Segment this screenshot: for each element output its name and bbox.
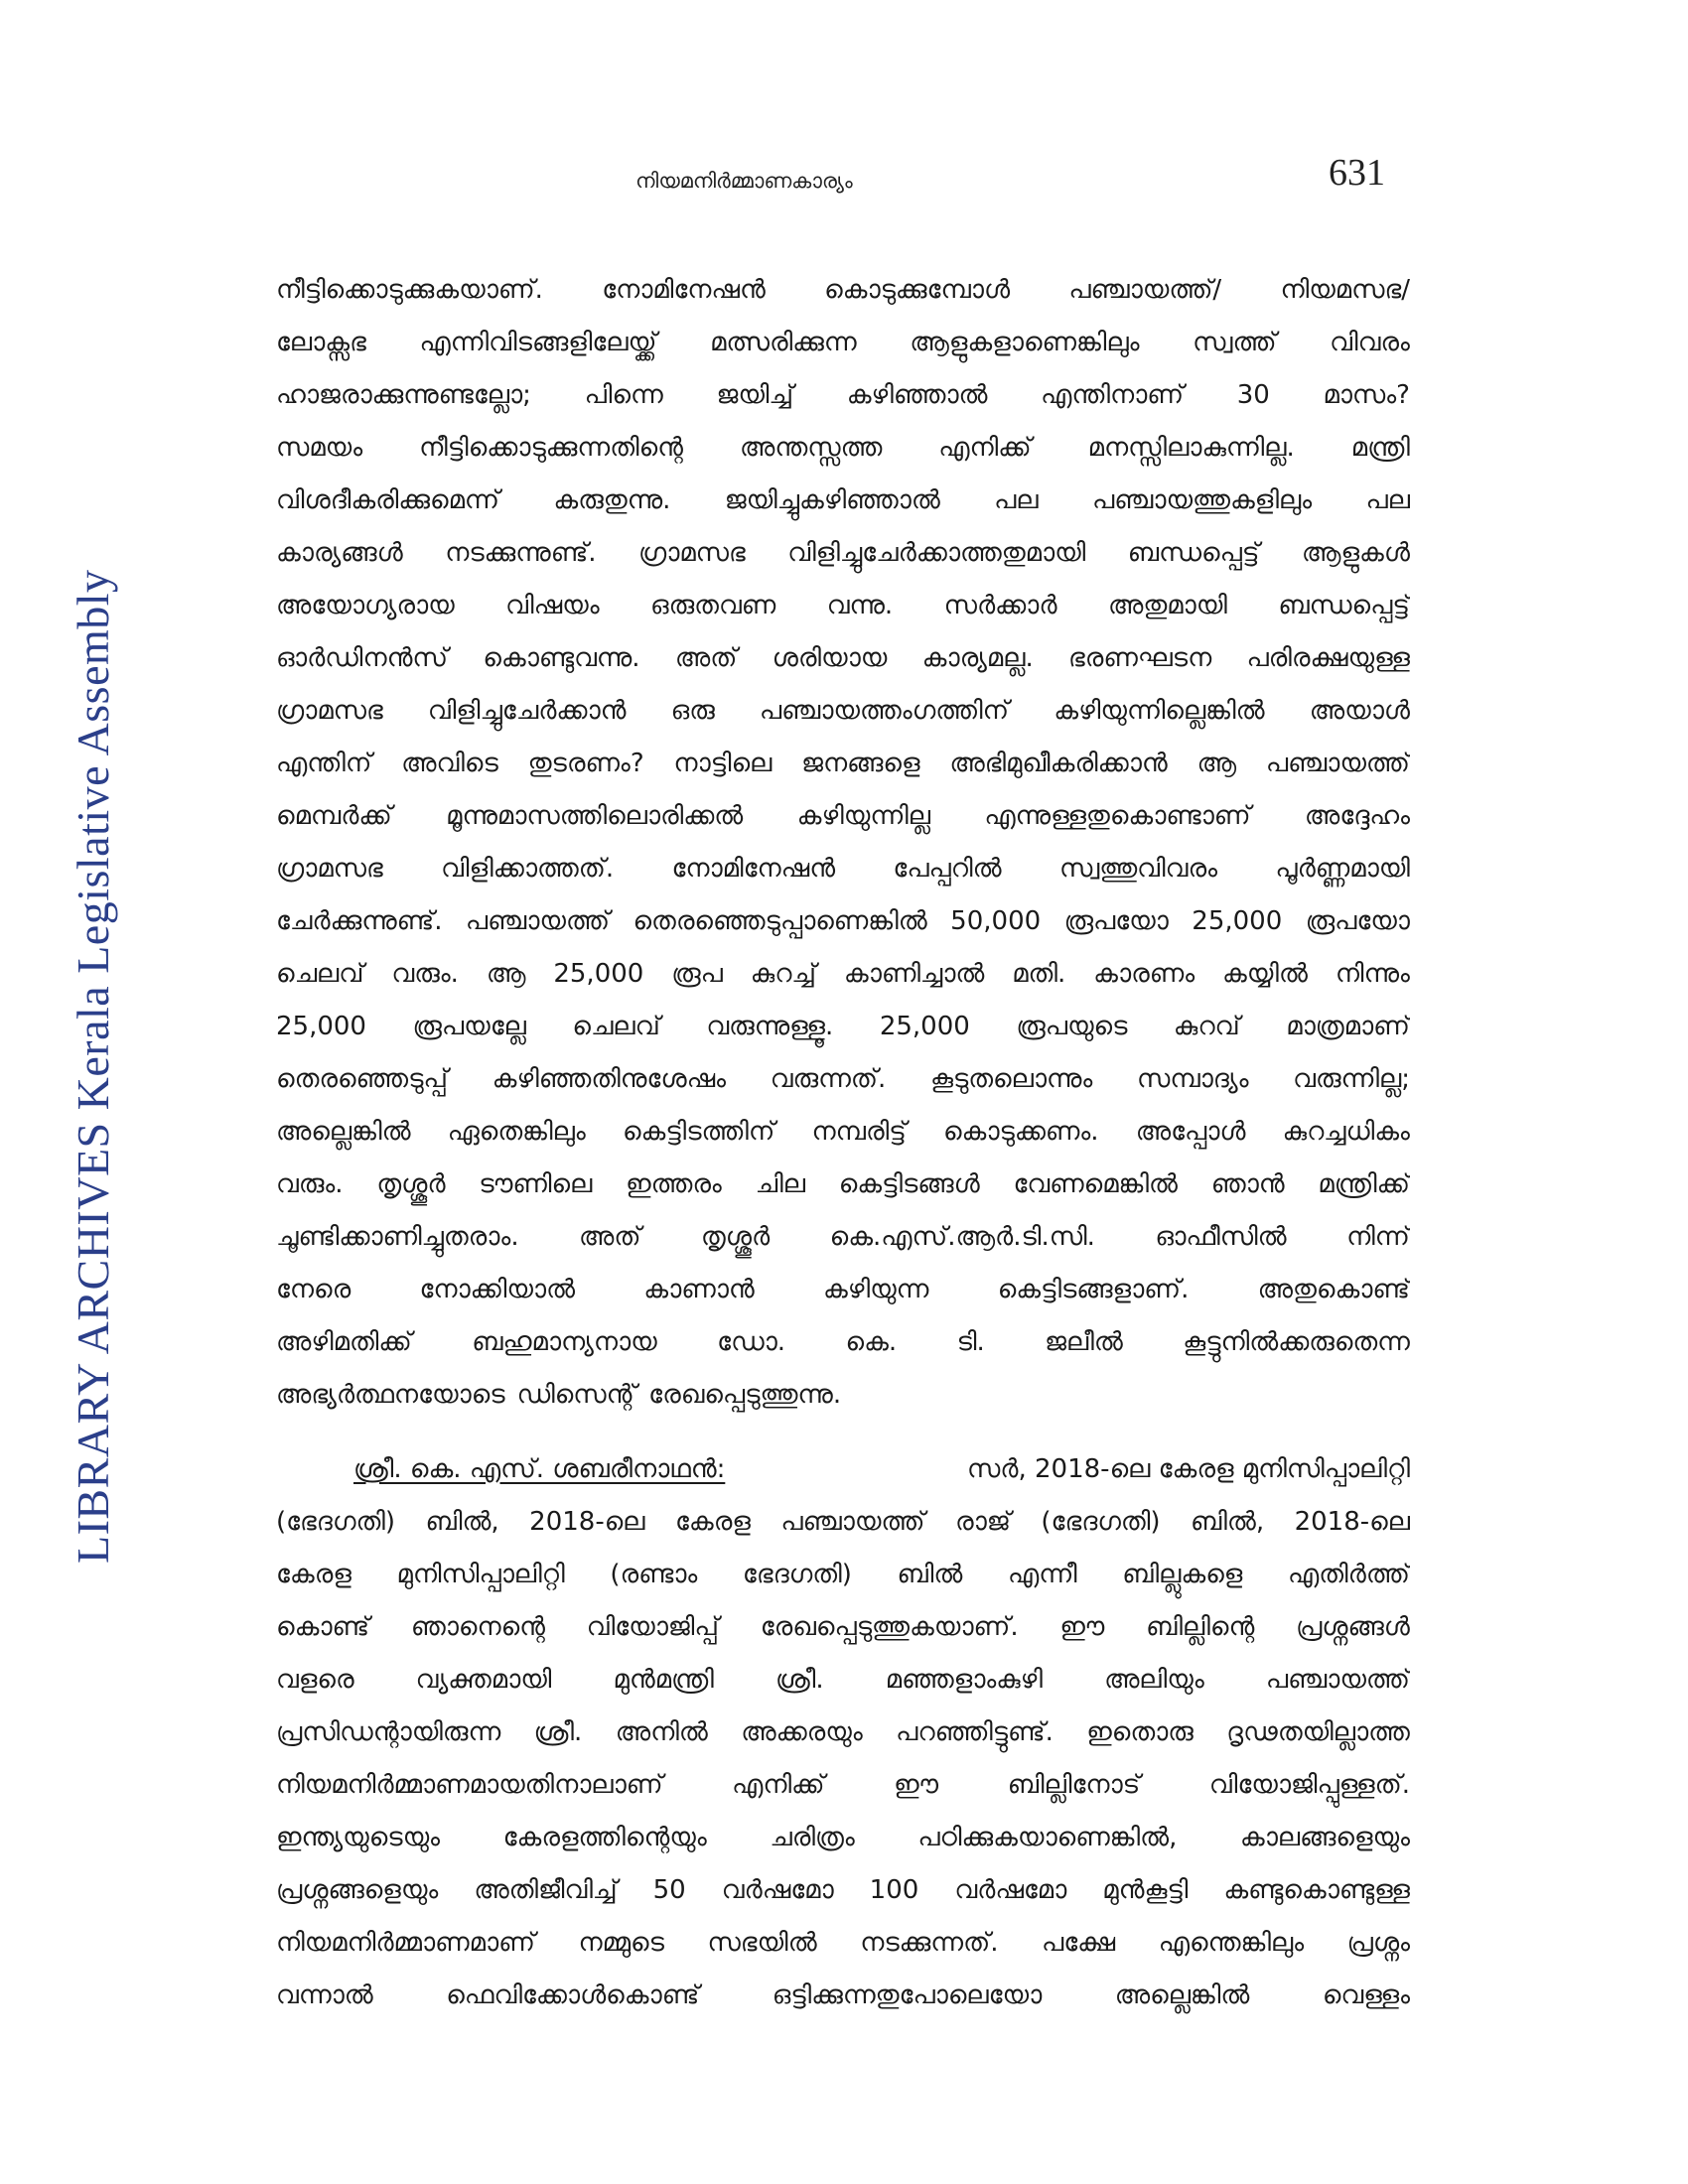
- text-line: നേരെ നോക്കിയാൽ കാണാൻ കഴിയുന്ന കെട്ടിടങ്ങളാണ്. അതുകൊണ്ട്: [276, 1275, 1410, 1304]
- text-line: അയോഗ്യരായ വിഷയം ഒരുതവണ വന്നു. സർക്കാർ അതുമായി ബന്ധപ്പെട്ട്: [276, 591, 1410, 620]
- text-line: വന്നാൽ ഫെവിക്കോൾകൊണ്ട് ഒട്ടിക്കുന്നതുപോലെയോ അല്ലെങ്കിൽ വെള്ളം: [276, 1980, 1410, 2010]
- text-line: ചെലവ് വരും. ആ 25,000 രൂപ കുറച്ച് കാണിച്ചാൽ മതി. കാരണം കയ്യിൽ നിന്നും: [276, 959, 1410, 989]
- text-line: ഗ്രാമസഭ വിളിക്കാത്തത്. നോമിനേഷൻ പേപ്പറിൽ സ്വത്തുവിവരം പൂർണ്ണമായി: [276, 854, 1410, 884]
- paragraph-1: [276, 264, 1410, 1422]
- text-line: സമയം നീട്ടിക്കൊടുക്കുന്നതിന്റെ അന്തസ്സത്ത എനിക്ക് മനസ്സിലാകുന്നില്ല. മന്ത്രി: [276, 433, 1410, 463]
- page-number: 631: [1329, 152, 1385, 194]
- text-line: പ്രസിഡന്റായിരുന്ന ശ്രീ. അനിൽ അക്കരയും പറഞ്ഞിട്ടുണ്ട്. ഇതൊരു ദൃഢതയില്ലാത്ത: [276, 1717, 1410, 1747]
- speaker-name: ശ്രീ. കെ. എസ്. ശബരീനാഥൻ:: [353, 1454, 726, 1484]
- paragraph-2-first-line: [276, 1443, 1410, 1496]
- text-line: അഴിമതിക്ക് ബഹുമാന്യനായ ഡോ. കെ. ടി. ജലീൽ കൂട്ടുനിൽക്കരുതെന്ന: [276, 1327, 1410, 1357]
- text-line: ഓർഡിനൻസ് കൊണ്ടുവന്നു. അത് ശരിയായ കാര്യമല്ല. ഭരണഘടന പരിരക്ഷയുള്ള: [276, 643, 1410, 673]
- text-line: മെമ്പർക്ക് മൂന്നുമാസത്തിലൊരിക്കൽ കഴിയുന്നില്ല എന്നുള്ളതുകൊണ്ടാണ് അദ്ദേഹം: [276, 801, 1410, 831]
- text-line: അഭ്യർത്ഥനയോടെ ഡിസെന്റ് രേഖപ്പെടുത്തുന്നു.: [276, 1380, 842, 1410]
- text-line: നീട്ടിക്കൊടുക്കുകയാണ്. നോമിനേഷൻ കൊടുക്കുമ്പോൾ പഞ്ചായത്ത്/ നിയമസഭ/: [276, 275, 1410, 305]
- text-line: ലോക്സഭ എന്നിവിടങ്ങളിലേയ്ക്ക് മത്സരിക്കുന്ന ആളുകളാണെങ്കിലും സ്വത്ത് വിവരം: [276, 328, 1410, 357]
- running-title: നിയമനിർമ്മാണകാര്യം: [635, 169, 853, 193]
- text-line: വരും. തൃശ്ശൂർ ടൗണിലെ ഇത്തരം ചില കെട്ടിടങ്ങൾ വേണമെങ്കിൽ ഞാൻ മന്ത്രിക്ക്: [276, 1169, 1410, 1199]
- text-line: അല്ലെങ്കിൽ ഏതെങ്കിലും കെട്ടിടത്തിന് നമ്പരിട്ട് കൊടുക്കണം. അപ്പോൾ കുറച്ചധികം: [276, 1117, 1410, 1147]
- text-line: 25,000 രൂപയല്ലേ ചെലവ് വരുന്നുള്ളൂ. 25,000 രൂപയുടെ കുറവ് മാത്രമാണ്: [276, 1012, 1410, 1041]
- first-line-rest: സർ, 2018-ലെ കേരള മുനിസിപ്പാലിറ്റി: [966, 1454, 1410, 1484]
- text-line: നിയമനിർമ്മാണമാണ് നമ്മുടെ സഭയിൽ നടക്കുന്നത്. പക്ഷേ എന്തെങ്കിലും പ്രശ്നം: [276, 1928, 1410, 1958]
- text-line: നിയമനിർമ്മാണമായതിനാലാണ് എനിക്ക് ഈ ബില്ലിനോട് വിയോജിപ്പുള്ളത്.: [276, 1770, 1410, 1800]
- text-line: കാര്യങ്ങൾ നടക്കുന്നുണ്ട്. ഗ്രാമസഭ വിളിച്ചുചേർക്കാത്തതുമായി ബന്ധപ്പെട്ട് ആളുകൾ: [276, 538, 1410, 568]
- text-line: വളരെ വ്യക്തമായി മുൻമന്ത്രി ശ്രീ. മഞ്ഞളാംകുഴി അലിയും പഞ്ചായത്ത്: [276, 1665, 1410, 1695]
- text-line: വിശദീകരിക്കുമെന്ന് കരുതുന്നു. ജയിച്ചുകഴിഞ്ഞാൽ പല പഞ്ചായത്തുകളിലും പല: [276, 485, 1410, 515]
- text-line: ചേർക്കുന്നുണ്ട്. പഞ്ചായത്ത് തെരഞ്ഞെടുപ്പാണെങ്കിൽ 50,000 രൂപയോ 25,000 രൂപയോ: [276, 906, 1410, 936]
- paragraph-2: [276, 1443, 1410, 2022]
- text-line: ഹാജരാക്കുന്നുണ്ടല്ലോ; പിന്നെ ജയിച്ച് കഴിഞ്ഞാൽ എന്തിനാണ് 30 മാസം?: [276, 380, 1410, 410]
- text-line: ഇന്ത്യയുടെയും കേരളത്തിന്റെയും ചരിത്രം പഠിക്കുകയാണെങ്കിൽ, കാലങ്ങളെയും: [276, 1823, 1410, 1852]
- text-line: (ഭേദഗതി) ബിൽ, 2018-ലെ കേരള പഞ്ചായത്ത് രാജ് (ഭേദഗതി) ബിൽ, 2018-ലെ: [276, 1507, 1410, 1537]
- text-line: ചൂണ്ടിക്കാണിച്ചുതരാം. അത് തൃശ്ശൂർ കെ.എസ്.ആർ.ടി.സി. ഓഫീസിൽ നിന്ന്: [276, 1222, 1410, 1252]
- archive-watermark: LIBRARY ARCHIVES Kerala Legislative Assembly: [68, 569, 118, 1564]
- text-line: കൊണ്ട് ഞാനെന്റെ വിയോജിപ്പ് രേഖപ്പെടുത്തുകയാണ്. ഈ ബില്ലിന്റെ പ്രശ്നങ്ങൾ: [276, 1612, 1410, 1642]
- body-text: [276, 264, 1410, 2022]
- text-line: ഗ്രാമസഭ വിളിച്ചുചേർക്കാൻ ഒരു പഞ്ചായത്തംഗത്തിന് കഴിയുന്നില്ലെങ്കിൽ അയാൾ: [276, 696, 1410, 726]
- text-line: കേരള മുനിസിപ്പാലിറ്റി (രണ്ടാം ഭേദഗതി) ബിൽ എന്നീ ബില്ലുകളെ എതിർത്ത്: [276, 1560, 1410, 1589]
- text-line: എന്തിന് അവിടെ തുടരണം? നാട്ടിലെ ജനങ്ങളെ അഭിമുഖീകരിക്കാൻ ആ പഞ്ചായത്ത്: [276, 749, 1410, 778]
- text-line: പ്രശ്നങ്ങളെയും അതിജീവിച്ച് 50 വർഷമോ 100 വർഷമോ മുൻകൂട്ടി കണ്ടുകൊണ്ടുള്ള: [276, 1875, 1410, 1905]
- text-line: തെരഞ്ഞെടുപ്പ് കഴിഞ്ഞതിനുശേഷം വരുന്നത്. കൂടുതലൊന്നും സമ്പാദ്യം വരുന്നില്ല;: [276, 1064, 1410, 1094]
